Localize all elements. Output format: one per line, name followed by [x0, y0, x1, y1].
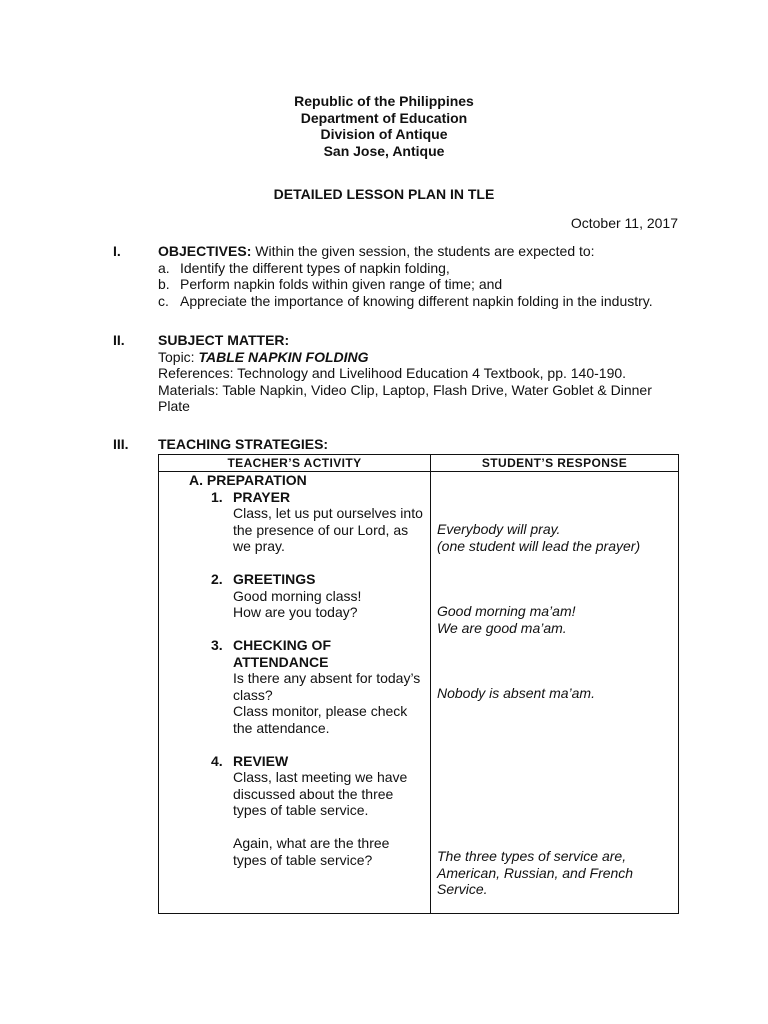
teaching-strategies-table	[158, 454, 679, 914]
objective-letter: b.	[158, 276, 170, 292]
item-title: REVIEW	[233, 752, 289, 769]
objective-item	[158, 260, 678, 277]
teacher-text: Class, last meeting we have discussed about the three types of table service.	[233, 769, 408, 818]
strategies-heading: TEACHING STRATEGIES:	[158, 436, 329, 452]
table-row	[159, 472, 679, 914]
item-heading-prayer	[211, 489, 430, 506]
materials-line: Materials: Table Napkin, Video Clip, Laptop, Flash Drive, Water Goblet & Dinner Plate	[158, 381, 652, 414]
section-objectives	[158, 243, 678, 309]
objective-text: Appreciate the importance of knowing different napkin folding in the industry.	[180, 292, 653, 309]
objectives-heading-line	[158, 243, 678, 260]
section-subject-matter	[158, 332, 658, 415]
response-text: The three types of service are, American, Russian, and French Service.	[437, 848, 634, 897]
item-title: PRAYER	[233, 488, 291, 505]
objective-text: Identify the different types of napkin folding,	[180, 259, 450, 276]
item-heading-review	[211, 753, 430, 770]
item-heading-greetings	[211, 571, 430, 588]
item-title: CHECKING OF ATTENDANCE	[233, 637, 331, 670]
header-line-location: San Jose, Antique	[323, 142, 445, 159]
objectives-heading: OBJECTIVES:	[158, 243, 252, 259]
objective-item	[158, 293, 678, 310]
item-heading-attendance	[211, 637, 430, 670]
teacher-text: Again, what are the three types of table service?	[233, 835, 390, 868]
section-number-subject: II.	[113, 332, 125, 348]
response-greetings	[437, 603, 657, 636]
header-line-country: Republic of the Philippines	[294, 93, 474, 109]
response-text: (one student will lead the prayer)	[437, 537, 641, 554]
student-response-header: STUDENT’S RESPONSE	[431, 455, 679, 472]
section-teaching-strategies	[158, 436, 678, 453]
response-text: Everybody will pray.	[437, 521, 561, 537]
document-date: October 11, 2017	[570, 215, 678, 231]
item-number: 3.	[211, 637, 223, 653]
objective-item	[158, 276, 678, 293]
header-line-department: Department of Education	[300, 109, 468, 126]
teacher-text: How are you today?	[233, 604, 358, 620]
response-text: We are good ma’am.	[437, 619, 567, 636]
teacher-text: Good morning class!	[233, 587, 362, 604]
teacher-text: Class, let us put ourselves into the presence of our Lord, as we pray.	[233, 505, 423, 554]
response-attendance	[437, 685, 657, 702]
response-prayer	[437, 521, 657, 554]
teacher-activity-cell	[159, 472, 431, 914]
section-number-objectives: I.	[113, 243, 121, 259]
table-header-row	[159, 455, 679, 472]
item-title: GREETINGS	[233, 571, 316, 587]
response-text: Nobody is absent ma’am.	[437, 685, 595, 701]
item-number: 1.	[211, 488, 223, 505]
header-line-division: Division of Antique	[320, 126, 448, 142]
objective-text: Perform napkin folds within given range of time; and	[180, 276, 503, 292]
topic-line	[158, 349, 658, 366]
subject-heading: SUBJECT MATTER:	[158, 332, 290, 348]
part-heading: A. PREPARATION	[189, 472, 307, 488]
item-number: 2.	[211, 571, 223, 587]
response-review	[437, 848, 647, 898]
section-number-strategies: III.	[113, 436, 129, 452]
topic-value: TABLE NAPKIN FOLDING	[198, 348, 369, 365]
response-text: Good morning ma’am!	[437, 603, 576, 619]
student-response-cell	[431, 472, 679, 914]
teacher-activity-header: TEACHER’S ACTIVITY	[159, 455, 431, 472]
objectives-intro: Within the given session, the students are expected to:	[251, 243, 595, 259]
document-header	[0, 93, 768, 159]
topic-label: Topic:	[158, 348, 199, 365]
document-title: DETAILED LESSON PLAN IN TLE	[273, 186, 495, 202]
objective-letter: c.	[158, 292, 169, 309]
item-number: 4.	[211, 752, 223, 769]
references-line: References: Technology and Livelihood Education 4 Textbook, pp. 140-190.	[158, 365, 627, 381]
objective-letter: a.	[158, 259, 170, 276]
teacher-text: Class monitor, please check the attendance.	[233, 703, 408, 736]
teacher-text: Is there any absent for today’s class?	[233, 670, 421, 703]
